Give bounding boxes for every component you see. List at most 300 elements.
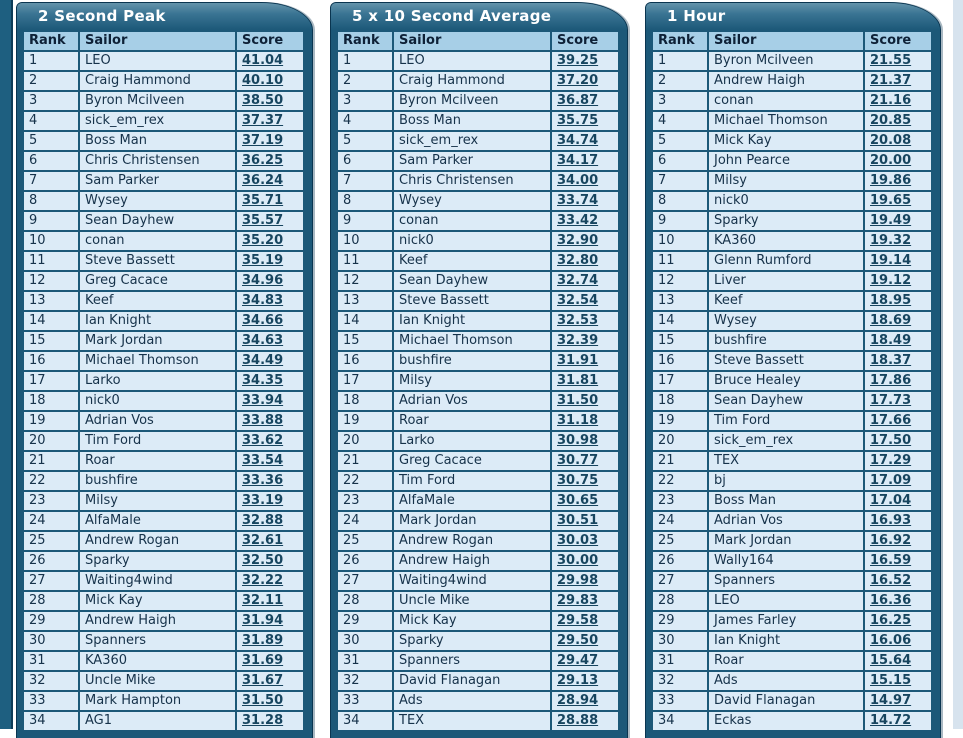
rank-cell: 26 — [337, 551, 393, 571]
table-row — [652, 211, 932, 231]
sailor-cell: Sam Parker — [393, 151, 551, 171]
table-row — [337, 511, 619, 531]
score-link[interactable]: 17.86 — [870, 373, 912, 388]
score-cell — [236, 691, 304, 711]
sailor-cell: Uncle Mike — [79, 671, 236, 691]
rank-cell: 3 — [337, 91, 393, 111]
score-link[interactable]: 33.88 — [242, 413, 284, 428]
sailor-cell: Milsy — [708, 171, 864, 191]
rank-cell: 1 — [652, 51, 708, 71]
sailor-cell: Steve Bassett — [393, 291, 551, 311]
table-row — [337, 631, 619, 651]
table-row — [23, 531, 304, 551]
score-link[interactable]: 31.89 — [242, 633, 284, 648]
score-link[interactable]: 34.63 — [242, 333, 284, 348]
sailor-cell: Mark Jordan — [393, 511, 551, 531]
score-cell — [236, 511, 304, 531]
table-row — [337, 151, 619, 171]
score-column-header: Score — [864, 31, 932, 51]
sailor-cell: LEO — [708, 591, 864, 611]
rank-cell: 20 — [652, 431, 708, 451]
score-link[interactable]: 36.24 — [242, 173, 284, 188]
score-cell — [236, 671, 304, 691]
rank-cell: 25 — [23, 531, 79, 551]
score-link[interactable]: 30.03 — [557, 533, 599, 548]
sailor-cell: Byron Mcilveen — [393, 91, 551, 111]
score-link[interactable]: 31.50 — [242, 693, 284, 708]
score-link[interactable]: 17.09 — [870, 473, 912, 488]
sailor-column-header: Sailor — [708, 31, 864, 51]
rank-cell: 2 — [652, 71, 708, 91]
score-link[interactable]: 29.13 — [557, 673, 599, 688]
rank-cell: 21 — [652, 451, 708, 471]
score-link[interactable]: 17.66 — [870, 413, 912, 428]
score-cell — [236, 351, 304, 371]
score-link[interactable]: 32.11 — [242, 593, 284, 608]
score-cell — [236, 611, 304, 631]
score-link[interactable]: 34.35 — [242, 373, 284, 388]
score-link[interactable]: 33.42 — [557, 213, 599, 228]
score-link[interactable]: 32.22 — [242, 573, 284, 588]
score-cell — [236, 411, 304, 431]
score-cell — [551, 211, 619, 231]
score-link[interactable]: 18.49 — [870, 333, 912, 348]
score-link[interactable]: 19.49 — [870, 213, 912, 228]
table-row — [652, 91, 932, 111]
sailor-cell: Ads — [708, 671, 864, 691]
score-link[interactable]: 29.47 — [557, 653, 599, 668]
score-link[interactable]: 16.25 — [870, 613, 912, 628]
table-row — [337, 451, 619, 471]
score-link[interactable]: 39.25 — [557, 53, 599, 68]
score-cell — [551, 231, 619, 251]
score-cell — [551, 511, 619, 531]
table-row — [337, 611, 619, 631]
score-link[interactable]: 40.10 — [242, 73, 284, 88]
rank-cell: 30 — [23, 631, 79, 651]
sailor-cell: Sam Parker — [79, 171, 236, 191]
sailor-cell: Milsy — [393, 371, 551, 391]
score-link[interactable]: 21.37 — [870, 73, 912, 88]
score-link[interactable]: 19.12 — [870, 273, 912, 288]
score-cell — [236, 211, 304, 231]
sailor-cell: Keef — [79, 291, 236, 311]
sailor-cell: Mark Jordan — [79, 331, 236, 351]
sailor-cell: nick0 — [79, 391, 236, 411]
score-link[interactable]: 14.97 — [870, 693, 912, 708]
table-row — [652, 151, 932, 171]
sailor-column-header: Sailor — [79, 31, 236, 51]
table-row — [652, 131, 932, 151]
sailor-cell: nick0 — [708, 191, 864, 211]
score-cell — [864, 471, 932, 491]
table-row — [337, 271, 619, 291]
table-row — [23, 371, 304, 391]
sailor-cell: Chris Christensen — [79, 151, 236, 171]
rank-cell: 16 — [23, 351, 79, 371]
score-link[interactable]: 19.32 — [870, 233, 912, 248]
sailor-cell: Waiting4wind — [393, 571, 551, 591]
table-row — [652, 331, 932, 351]
sailor-cell: James Farley — [708, 611, 864, 631]
rank-cell: 22 — [652, 471, 708, 491]
table-row — [23, 491, 304, 511]
table-row — [337, 231, 619, 251]
rank-cell: 16 — [652, 351, 708, 371]
sailor-cell: Adrian Vos — [79, 411, 236, 431]
score-link[interactable]: 30.77 — [557, 453, 599, 468]
score-link[interactable]: 32.80 — [557, 253, 599, 268]
rank-cell: 33 — [337, 691, 393, 711]
sailor-cell: Craig Hammond — [393, 71, 551, 91]
sailor-cell: Sean Dayhew — [393, 271, 551, 291]
score-link[interactable]: 16.92 — [870, 533, 912, 548]
sailor-cell: Sparky — [393, 631, 551, 651]
score-link[interactable]: 32.53 — [557, 313, 599, 328]
rank-cell: 7 — [652, 171, 708, 191]
score-link[interactable]: 37.19 — [242, 133, 284, 148]
rank-cell: 31 — [652, 651, 708, 671]
score-cell — [864, 711, 932, 731]
sailor-cell: Sparky — [79, 551, 236, 571]
score-cell — [551, 51, 619, 71]
sailor-cell: Roar — [393, 411, 551, 431]
rank-cell: 25 — [337, 531, 393, 551]
table-row — [652, 291, 932, 311]
rank-cell: 2 — [23, 71, 79, 91]
score-cell — [864, 311, 932, 331]
sailor-cell: Mick Kay — [393, 611, 551, 631]
rank-cell: 27 — [652, 571, 708, 591]
score-link[interactable]: 16.36 — [870, 593, 912, 608]
sailor-cell: Boss Man — [708, 491, 864, 511]
sailor-cell: Spanners — [708, 571, 864, 591]
table-row — [23, 71, 304, 91]
rank-column-header: Rank — [337, 31, 393, 51]
score-link[interactable]: 31.28 — [242, 713, 284, 728]
rank-cell: 18 — [337, 391, 393, 411]
score-link[interactable]: 37.37 — [242, 113, 284, 128]
rank-cell: 17 — [652, 371, 708, 391]
table-row — [652, 231, 932, 251]
score-link[interactable]: 18.95 — [870, 293, 912, 308]
sailor-cell: sick_em_rex — [79, 111, 236, 131]
score-link[interactable]: 19.65 — [870, 193, 912, 208]
table-row — [652, 371, 932, 391]
sailor-cell: Mick Kay — [79, 591, 236, 611]
score-cell — [864, 331, 932, 351]
rank-cell: 8 — [652, 191, 708, 211]
rank-cell: 19 — [23, 411, 79, 431]
rank-cell: 4 — [652, 111, 708, 131]
score-cell — [864, 671, 932, 691]
score-cell — [236, 311, 304, 331]
score-link[interactable]: 34.17 — [557, 153, 599, 168]
score-link[interactable]: 28.94 — [557, 693, 599, 708]
score-link[interactable]: 29.58 — [557, 613, 599, 628]
score-link[interactable]: 34.66 — [242, 313, 284, 328]
sailor-cell: Chris Christensen — [393, 171, 551, 191]
score-cell — [864, 91, 932, 111]
rank-cell: 32 — [337, 671, 393, 691]
sailor-cell: Wysey — [708, 311, 864, 331]
rank-cell: 3 — [652, 91, 708, 111]
rank-cell: 28 — [23, 591, 79, 611]
table-row — [337, 51, 619, 71]
sailor-cell: Sean Dayhew — [79, 211, 236, 231]
score-link[interactable]: 29.50 — [557, 633, 599, 648]
rank-cell: 14 — [23, 311, 79, 331]
rank-cell: 10 — [23, 231, 79, 251]
table-row — [23, 211, 304, 231]
table-row — [23, 251, 304, 271]
score-cell — [236, 591, 304, 611]
table-row — [652, 71, 932, 91]
score-link[interactable]: 16.52 — [870, 573, 912, 588]
table-row — [337, 431, 619, 451]
table-row — [337, 291, 619, 311]
score-link[interactable]: 29.83 — [557, 593, 599, 608]
score-link[interactable]: 32.50 — [242, 553, 284, 568]
table-row — [23, 691, 304, 711]
rank-cell: 23 — [23, 491, 79, 511]
score-cell — [551, 331, 619, 351]
rank-cell: 11 — [23, 251, 79, 271]
score-link[interactable]: 18.69 — [870, 313, 912, 328]
score-link[interactable]: 34.00 — [557, 173, 599, 188]
sailor-cell: Ian Knight — [79, 311, 236, 331]
sailor-cell: LEO — [79, 51, 236, 71]
score-link[interactable]: 31.91 — [557, 353, 599, 368]
score-link[interactable]: 38.50 — [242, 93, 284, 108]
sailor-cell: Greg Cacace — [393, 451, 551, 471]
score-link[interactable]: 37.20 — [557, 73, 599, 88]
score-link[interactable]: 35.71 — [242, 193, 284, 208]
score-cell — [236, 111, 304, 131]
sailor-cell: Byron Mcilveen — [708, 51, 864, 71]
score-link[interactable]: 15.15 — [870, 673, 912, 688]
score-link[interactable]: 36.25 — [242, 153, 284, 168]
score-cell — [236, 71, 304, 91]
score-link[interactable]: 31.50 — [557, 393, 599, 408]
score-link[interactable]: 33.54 — [242, 453, 284, 468]
rank-cell: 8 — [337, 191, 393, 211]
rank-column-header: Rank — [23, 31, 79, 51]
sailor-cell: Andrew Rogan — [79, 531, 236, 551]
score-link[interactable]: 34.49 — [242, 353, 284, 368]
score-link[interactable]: 33.74 — [557, 193, 599, 208]
score-link[interactable]: 32.90 — [557, 233, 599, 248]
table-row — [23, 331, 304, 351]
rank-cell: 15 — [652, 331, 708, 351]
sailor-cell: Boss Man — [393, 111, 551, 131]
score-link[interactable]: 33.94 — [242, 393, 284, 408]
score-column-header: Score — [236, 31, 304, 51]
score-link[interactable]: 33.62 — [242, 433, 284, 448]
score-cell — [551, 311, 619, 331]
rank-cell: 26 — [23, 551, 79, 571]
score-cell — [236, 551, 304, 571]
table-row — [23, 551, 304, 571]
score-link[interactable]: 34.83 — [242, 293, 284, 308]
table-row — [337, 471, 619, 491]
score-cell — [864, 451, 932, 471]
score-link[interactable]: 34.96 — [242, 273, 284, 288]
score-link[interactable]: 31.67 — [242, 673, 284, 688]
score-cell — [864, 191, 932, 211]
table-row — [23, 151, 304, 171]
score-link[interactable]: 32.74 — [557, 273, 599, 288]
score-link[interactable]: 35.19 — [242, 253, 284, 268]
rank-cell: 7 — [23, 171, 79, 191]
rank-cell: 15 — [337, 331, 393, 351]
score-link[interactable]: 32.88 — [242, 513, 284, 528]
score-cell — [236, 711, 304, 731]
sailor-cell: bushfire — [79, 471, 236, 491]
rank-cell: 11 — [652, 251, 708, 271]
table-row — [23, 91, 304, 111]
score-link[interactable]: 31.81 — [557, 373, 599, 388]
score-link[interactable]: 41.04 — [242, 53, 284, 68]
score-cell — [236, 471, 304, 491]
score-link[interactable]: 30.00 — [557, 553, 599, 568]
table-row — [23, 391, 304, 411]
sailor-cell: Mick Kay — [708, 131, 864, 151]
score-link[interactable]: 14.72 — [870, 713, 912, 728]
score-cell — [864, 491, 932, 511]
rank-cell: 12 — [337, 271, 393, 291]
score-link[interactable]: 31.69 — [242, 653, 284, 668]
score-link[interactable]: 29.98 — [557, 573, 599, 588]
rank-cell: 1 — [337, 51, 393, 71]
score-link[interactable]: 20.08 — [870, 133, 912, 148]
score-cell — [864, 571, 932, 591]
score-cell — [864, 651, 932, 671]
sailor-cell: John Pearce — [708, 151, 864, 171]
score-link[interactable]: 30.98 — [557, 433, 599, 448]
score-link[interactable]: 21.55 — [870, 53, 912, 68]
sailor-cell: Andrew Haigh — [393, 551, 551, 571]
table-row — [337, 91, 619, 111]
table-row — [337, 591, 619, 611]
score-link[interactable]: 21.16 — [870, 93, 912, 108]
score-cell — [551, 111, 619, 131]
table-row — [337, 411, 619, 431]
score-link[interactable]: 15.64 — [870, 653, 912, 668]
score-cell — [236, 371, 304, 391]
table-row — [652, 531, 932, 551]
score-link[interactable]: 30.75 — [557, 473, 599, 488]
score-link[interactable]: 30.51 — [557, 513, 599, 528]
score-link[interactable]: 35.57 — [242, 213, 284, 228]
score-link[interactable]: 16.06 — [870, 633, 912, 648]
score-link[interactable]: 34.74 — [557, 133, 599, 148]
sailor-cell: Roar — [708, 651, 864, 671]
score-cell — [236, 291, 304, 311]
score-link[interactable]: 35.20 — [242, 233, 284, 248]
score-link[interactable]: 20.85 — [870, 113, 912, 128]
score-link[interactable]: 17.29 — [870, 453, 912, 468]
score-cell — [864, 351, 932, 371]
score-link[interactable]: 16.59 — [870, 553, 912, 568]
column-header-row — [23, 31, 304, 51]
score-link[interactable]: 19.14 — [870, 253, 912, 268]
table-row — [337, 571, 619, 591]
score-link[interactable]: 33.19 — [242, 493, 284, 508]
sailor-cell: conan — [393, 211, 551, 231]
score-cell — [236, 391, 304, 411]
table-row — [337, 671, 619, 691]
score-link[interactable]: 35.75 — [557, 113, 599, 128]
table-row — [337, 71, 619, 91]
score-link[interactable]: 17.73 — [870, 393, 912, 408]
score-link[interactable]: 20.00 — [870, 153, 912, 168]
score-cell — [864, 591, 932, 611]
panel-2-second-peak — [16, 2, 313, 738]
table-row — [652, 251, 932, 271]
score-cell — [236, 531, 304, 551]
table-row — [23, 271, 304, 291]
table-row — [23, 611, 304, 631]
score-link[interactable]: 33.36 — [242, 473, 284, 488]
score-link[interactable]: 31.18 — [557, 413, 599, 428]
table-row — [337, 651, 619, 671]
table-row — [652, 411, 932, 431]
score-link[interactable]: 18.37 — [870, 353, 912, 368]
sailor-cell: Bruce Healey — [708, 371, 864, 391]
panel-5x10-second-average — [330, 2, 628, 738]
score-link[interactable]: 31.94 — [242, 613, 284, 628]
score-cell — [236, 251, 304, 271]
panel-title-5x10-second-average: 5 x 10 Second Average — [331, 3, 627, 30]
sailor-cell: Tim Ford — [708, 411, 864, 431]
score-link[interactable]: 30.65 — [557, 493, 599, 508]
score-cell — [864, 51, 932, 71]
rank-cell: 28 — [337, 591, 393, 611]
score-link[interactable]: 28.88 — [557, 713, 599, 728]
rank-cell: 2 — [337, 71, 393, 91]
rank-cell: 30 — [652, 631, 708, 651]
score-cell — [551, 671, 619, 691]
rank-cell: 24 — [652, 511, 708, 531]
score-link[interactable]: 17.50 — [870, 433, 912, 448]
score-link[interactable]: 19.86 — [870, 173, 912, 188]
table-row — [337, 531, 619, 551]
score-link[interactable]: 16.93 — [870, 513, 912, 528]
rank-cell: 6 — [23, 151, 79, 171]
sailor-cell: Andrew Rogan — [393, 531, 551, 551]
table-row — [652, 611, 932, 631]
score-cell — [551, 151, 619, 171]
score-link[interactable]: 32.61 — [242, 533, 284, 548]
score-link[interactable]: 32.54 — [557, 293, 599, 308]
rank-cell: 11 — [337, 251, 393, 271]
score-cell — [551, 291, 619, 311]
table-row — [652, 651, 932, 671]
score-link[interactable]: 36.87 — [557, 93, 599, 108]
rank-cell: 12 — [652, 271, 708, 291]
sailor-cell: Steve Bassett — [708, 351, 864, 371]
score-link[interactable]: 32.39 — [557, 333, 599, 348]
table-row — [337, 551, 619, 571]
sailor-cell: Adrian Vos — [708, 511, 864, 531]
table-row — [337, 351, 619, 371]
rank-cell: 21 — [23, 451, 79, 471]
score-link[interactable]: 17.04 — [870, 493, 912, 508]
sailor-cell: Keef — [708, 291, 864, 311]
score-cell — [864, 291, 932, 311]
rank-cell: 10 — [337, 231, 393, 251]
